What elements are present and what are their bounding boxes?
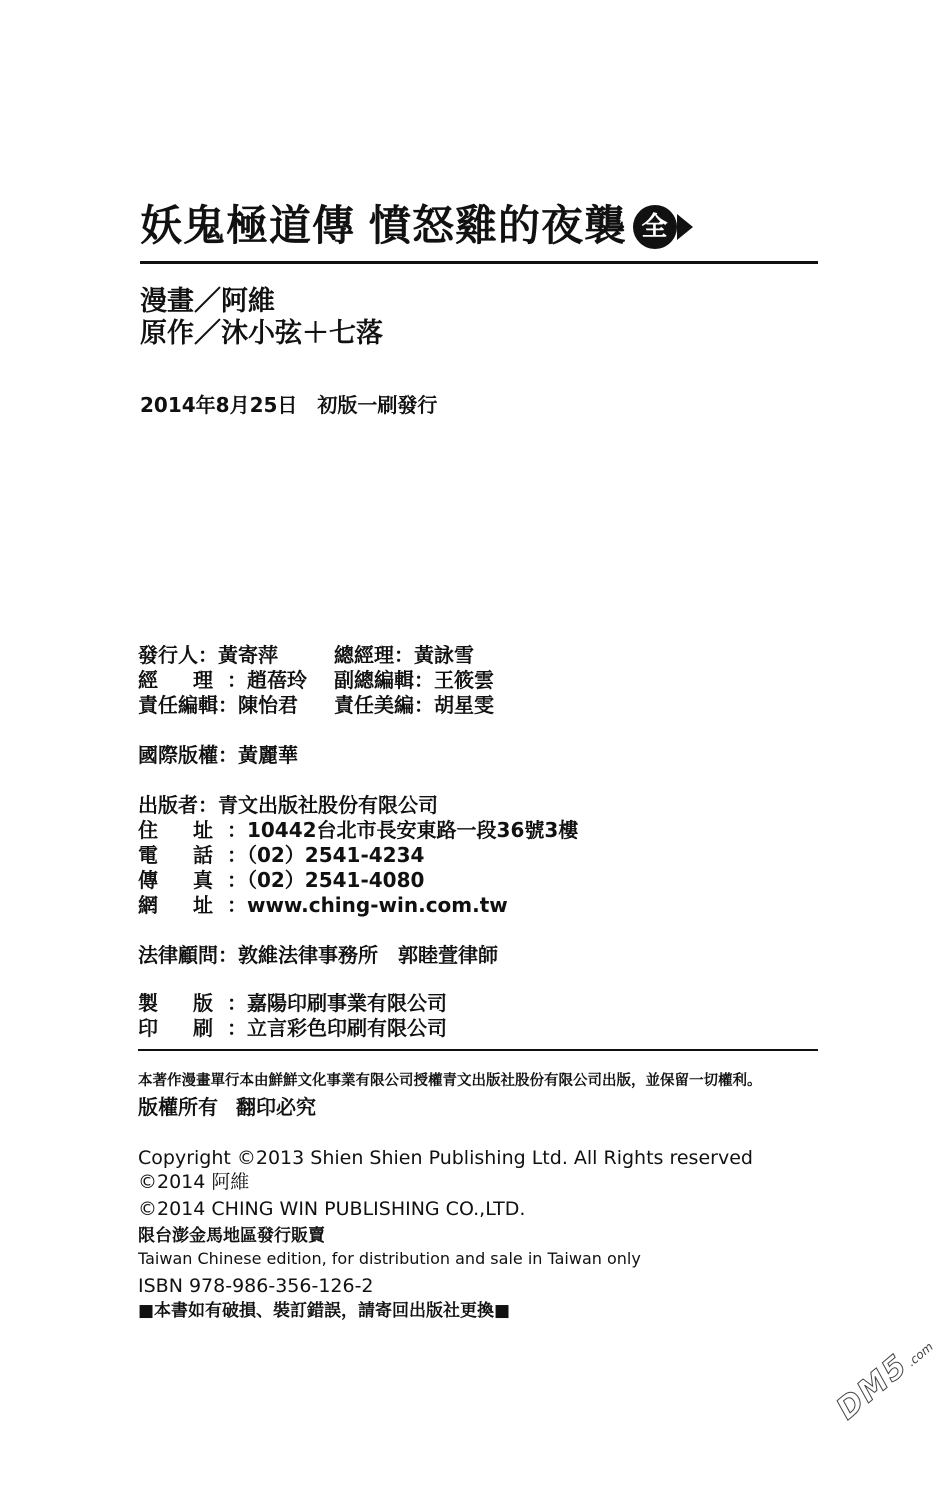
credit-original: 原作／沐小弦＋七落 (140, 318, 383, 349)
rights-part2: 翻印必究 (236, 1095, 316, 1119)
phone-value: ：（02）2541-4234 (226, 843, 425, 867)
staff-publisher-person: 發行人：黃寄萍 (138, 643, 278, 667)
notice-divider (138, 1049, 818, 1051)
legal-counsel: 法律顧問：敦維法律事務所 郭睦萱律師 (138, 943, 498, 967)
title-main: 妖鬼極道傳 (140, 201, 356, 250)
copyright-line-3: ©2014 CHING WIN PUBLISHING CO.,LTD. (138, 1198, 526, 1220)
web-value: ：www.ching-win.com.tw (226, 893, 508, 917)
watermark-brand: DM5 (830, 1347, 916, 1427)
distribution-english: Taiwan Chinese edition, for distribution and sale in Taiwan only (138, 1249, 641, 1268)
staff-manager-label: 經 理 (138, 668, 227, 692)
plate-value: ：嘉陽印刷事業有限公司 (226, 991, 447, 1015)
staff-editor: 責任編輯：陳怡君 (138, 693, 298, 717)
credit-manga: 漫畫／阿維 (140, 286, 275, 317)
production-print (138, 1015, 447, 1041)
web-label: 網 址 (138, 893, 227, 917)
license-notice: 本著作漫畫單行本由鮮鮮文化事業有限公司授權青文出版社股份有限公司出版，並保留一切權利。 (138, 1072, 762, 1089)
copyright-line-2: ©2014 阿維 (138, 1171, 250, 1193)
fax-label: 傳 真 (138, 868, 227, 892)
production-plate (138, 990, 447, 1016)
staff-deputy-editor: 副總編輯：王筱雲 (334, 668, 494, 692)
title-divider (140, 261, 818, 264)
address-value: ：10442台北市長安東路一段36號3樓 (226, 818, 579, 842)
isbn: ISBN 978-986-356-126-2 (138, 1275, 374, 1297)
staff-manager (138, 667, 307, 693)
book-title (140, 198, 677, 254)
address-label: 住 址 (138, 818, 227, 842)
dm5-watermark-logo (830, 1327, 939, 1427)
copyright-line-1: Copyright ©2013 Shien Shien Publishing Ltd. All Rights reserved (138, 1147, 753, 1169)
publisher-website (138, 892, 508, 918)
edition-label: 初版一刷發行 (317, 393, 438, 417)
plate-label: 製 版 (138, 991, 227, 1015)
staff-art-editor: 責任美編：胡星雯 (334, 693, 494, 717)
complete-badge: 全 (633, 205, 677, 249)
staff-manager-value: ：趙蓓玲 (226, 668, 307, 692)
print-value: ：立言彩色印刷有限公司 (226, 1016, 447, 1040)
publisher-fax (138, 867, 424, 893)
watermark-domain: .com (904, 1339, 936, 1370)
edition-date: 2014年8月25日 (140, 393, 298, 417)
distribution-region: 限台澎金馬地區發行販賣 (138, 1226, 325, 1246)
phone-label: 電 話 (138, 843, 227, 867)
publisher-address (138, 817, 578, 843)
rights-reserved (138, 1094, 316, 1120)
edition-line (140, 392, 437, 418)
staff-intl-rights: 國際版權：黃麗華 (138, 743, 298, 767)
rights-part1: 版權所有 (138, 1095, 218, 1119)
fax-value: ：（02）2541-4080 (226, 868, 425, 892)
title-sub: 憤怒雞的夜襲 (369, 201, 628, 250)
staff-general-manager: 總經理：黃詠雪 (334, 643, 474, 667)
publisher-phone (138, 842, 424, 868)
print-label: 印 刷 (138, 1016, 227, 1040)
replacement-notice: ■本書如有破損、裝訂錯誤，請寄回出版社更換■ (138, 1301, 511, 1321)
publisher-name: 出版者：青文出版社股份有限公司 (138, 793, 438, 817)
